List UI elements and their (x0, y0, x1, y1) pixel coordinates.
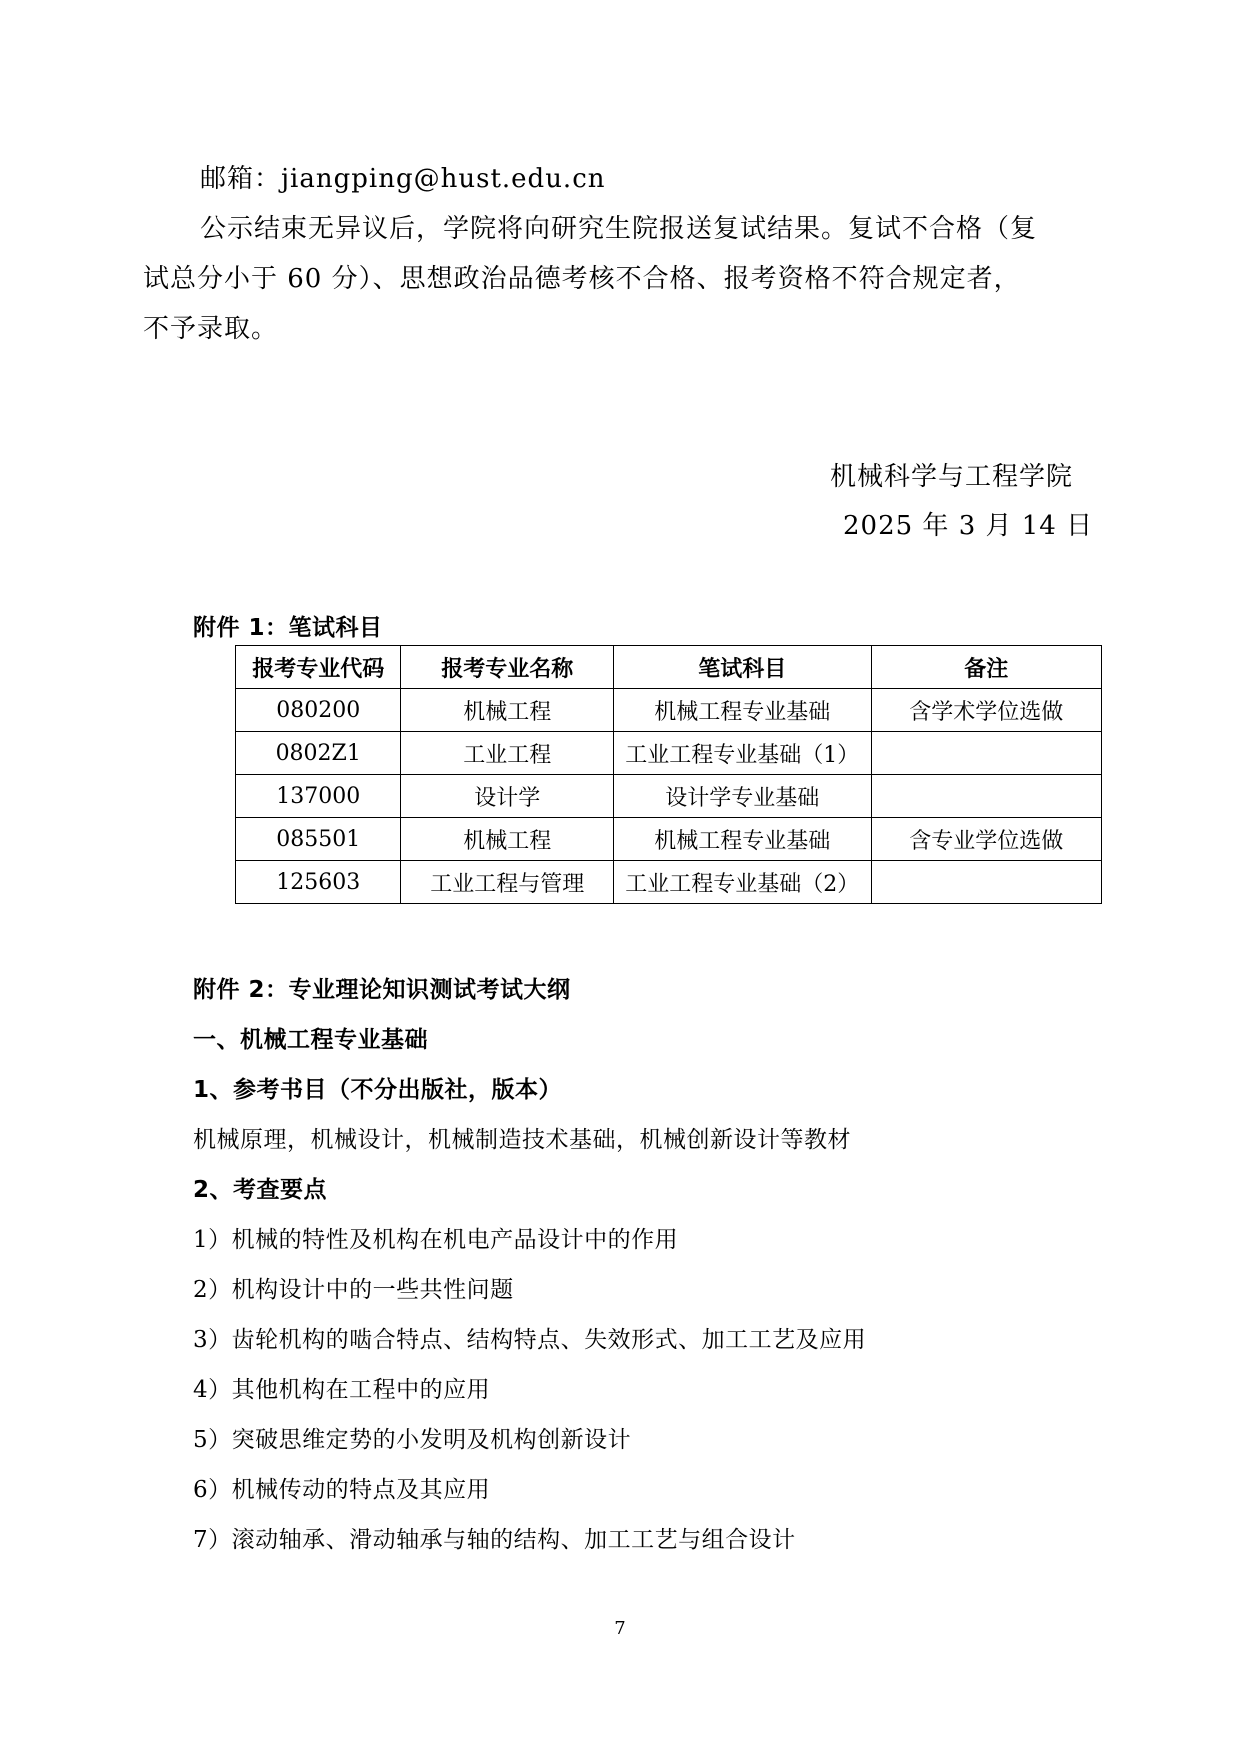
cell-remarks (871, 732, 1101, 775)
cell-remarks: 含学术学位选做 (871, 689, 1101, 732)
cell-major-code: 125603 (236, 861, 401, 904)
table-row (236, 775, 1102, 818)
cell-exam-subject: 工业工程专业基础（1） (614, 732, 872, 775)
cell-major-code: 137000 (236, 775, 401, 818)
table-row (236, 732, 1102, 775)
table-header-row (236, 646, 1102, 689)
email-line: 邮箱：jiangping@hust.edu.cn (200, 164, 606, 194)
references-title: 1、参考书目（不分出版社，版本） (193, 1077, 563, 1103)
attachment2-title: 附件 2：专业理论知识测试考试大纲 (193, 977, 571, 1003)
header-exam-subject: 笔试科目 (614, 646, 872, 689)
key-point-item: 6）机械传动的特点及其应用 (193, 1477, 491, 1503)
cell-exam-subject: 工业工程专业基础（2） (614, 861, 872, 904)
references-text: 机械原理，机械设计，机械制造技术基础，机械创新设计等教材 (193, 1127, 851, 1153)
key-point-item: 2）机构设计中的一些共性问题 (193, 1277, 514, 1303)
cell-major-name: 工业工程 (401, 732, 614, 775)
header-major-code: 报考专业代码 (236, 646, 401, 689)
cell-major-code: 080200 (236, 689, 401, 732)
notice-line-1: 公示结束无异议后，学院将向研究生院报送复试结果。复试不合格（复 (200, 214, 1038, 244)
header-major-name: 报考专业名称 (401, 646, 614, 689)
cell-remarks (871, 861, 1101, 904)
header-remarks: 备注 (871, 646, 1101, 689)
cell-major-name: 设计学 (401, 775, 614, 818)
table-row (236, 689, 1102, 732)
page-number: 7 (614, 1618, 626, 1639)
cell-major-code: 085501 (236, 818, 401, 861)
attachment1-title: 附件 1：笔试科目 (193, 615, 383, 641)
notice-line-3: 不予录取。 (143, 314, 279, 344)
table-row (236, 818, 1102, 861)
cell-remarks: 含专业学位选做 (871, 818, 1101, 861)
cell-major-name: 工业工程与管理 (401, 861, 614, 904)
key-points-title: 2、考查要点 (193, 1177, 328, 1203)
key-point-item: 3）齿轮机构的啮合特点、结构特点、失效形式、加工工艺及应用 (193, 1327, 867, 1353)
school-signature: 机械科学与工程学院 (830, 462, 1074, 492)
key-point-item: 4）其他机构在工程中的应用 (193, 1377, 491, 1403)
cell-exam-subject: 设计学专业基础 (614, 775, 872, 818)
table-row (236, 861, 1102, 904)
key-point-item: 7）滚动轴承、滑动轴承与轴的结构、加工工艺与组合设计 (193, 1527, 796, 1553)
key-point-item: 5）突破思维定势的小发明及机构创新设计 (193, 1427, 632, 1453)
cell-major-name: 机械工程 (401, 818, 614, 861)
cell-exam-subject: 机械工程专业基础 (614, 818, 872, 861)
cell-exam-subject: 机械工程专业基础 (614, 689, 872, 732)
signature-date: 2025 年 3 月 14 日 (843, 511, 1094, 541)
cell-major-code: 0802Z1 (236, 732, 401, 775)
key-point-item: 1）机械的特性及机构在机电产品设计中的作用 (193, 1227, 679, 1253)
cell-remarks (871, 775, 1101, 818)
cell-major-name: 机械工程 (401, 689, 614, 732)
written-exam-subjects-table (235, 645, 1102, 904)
section1-title: 一、机械工程专业基础 (193, 1027, 428, 1053)
notice-line-2: 试总分小于 60 分）、思想政治品德考核不合格、报考资格不符合规定者， (143, 264, 1021, 294)
